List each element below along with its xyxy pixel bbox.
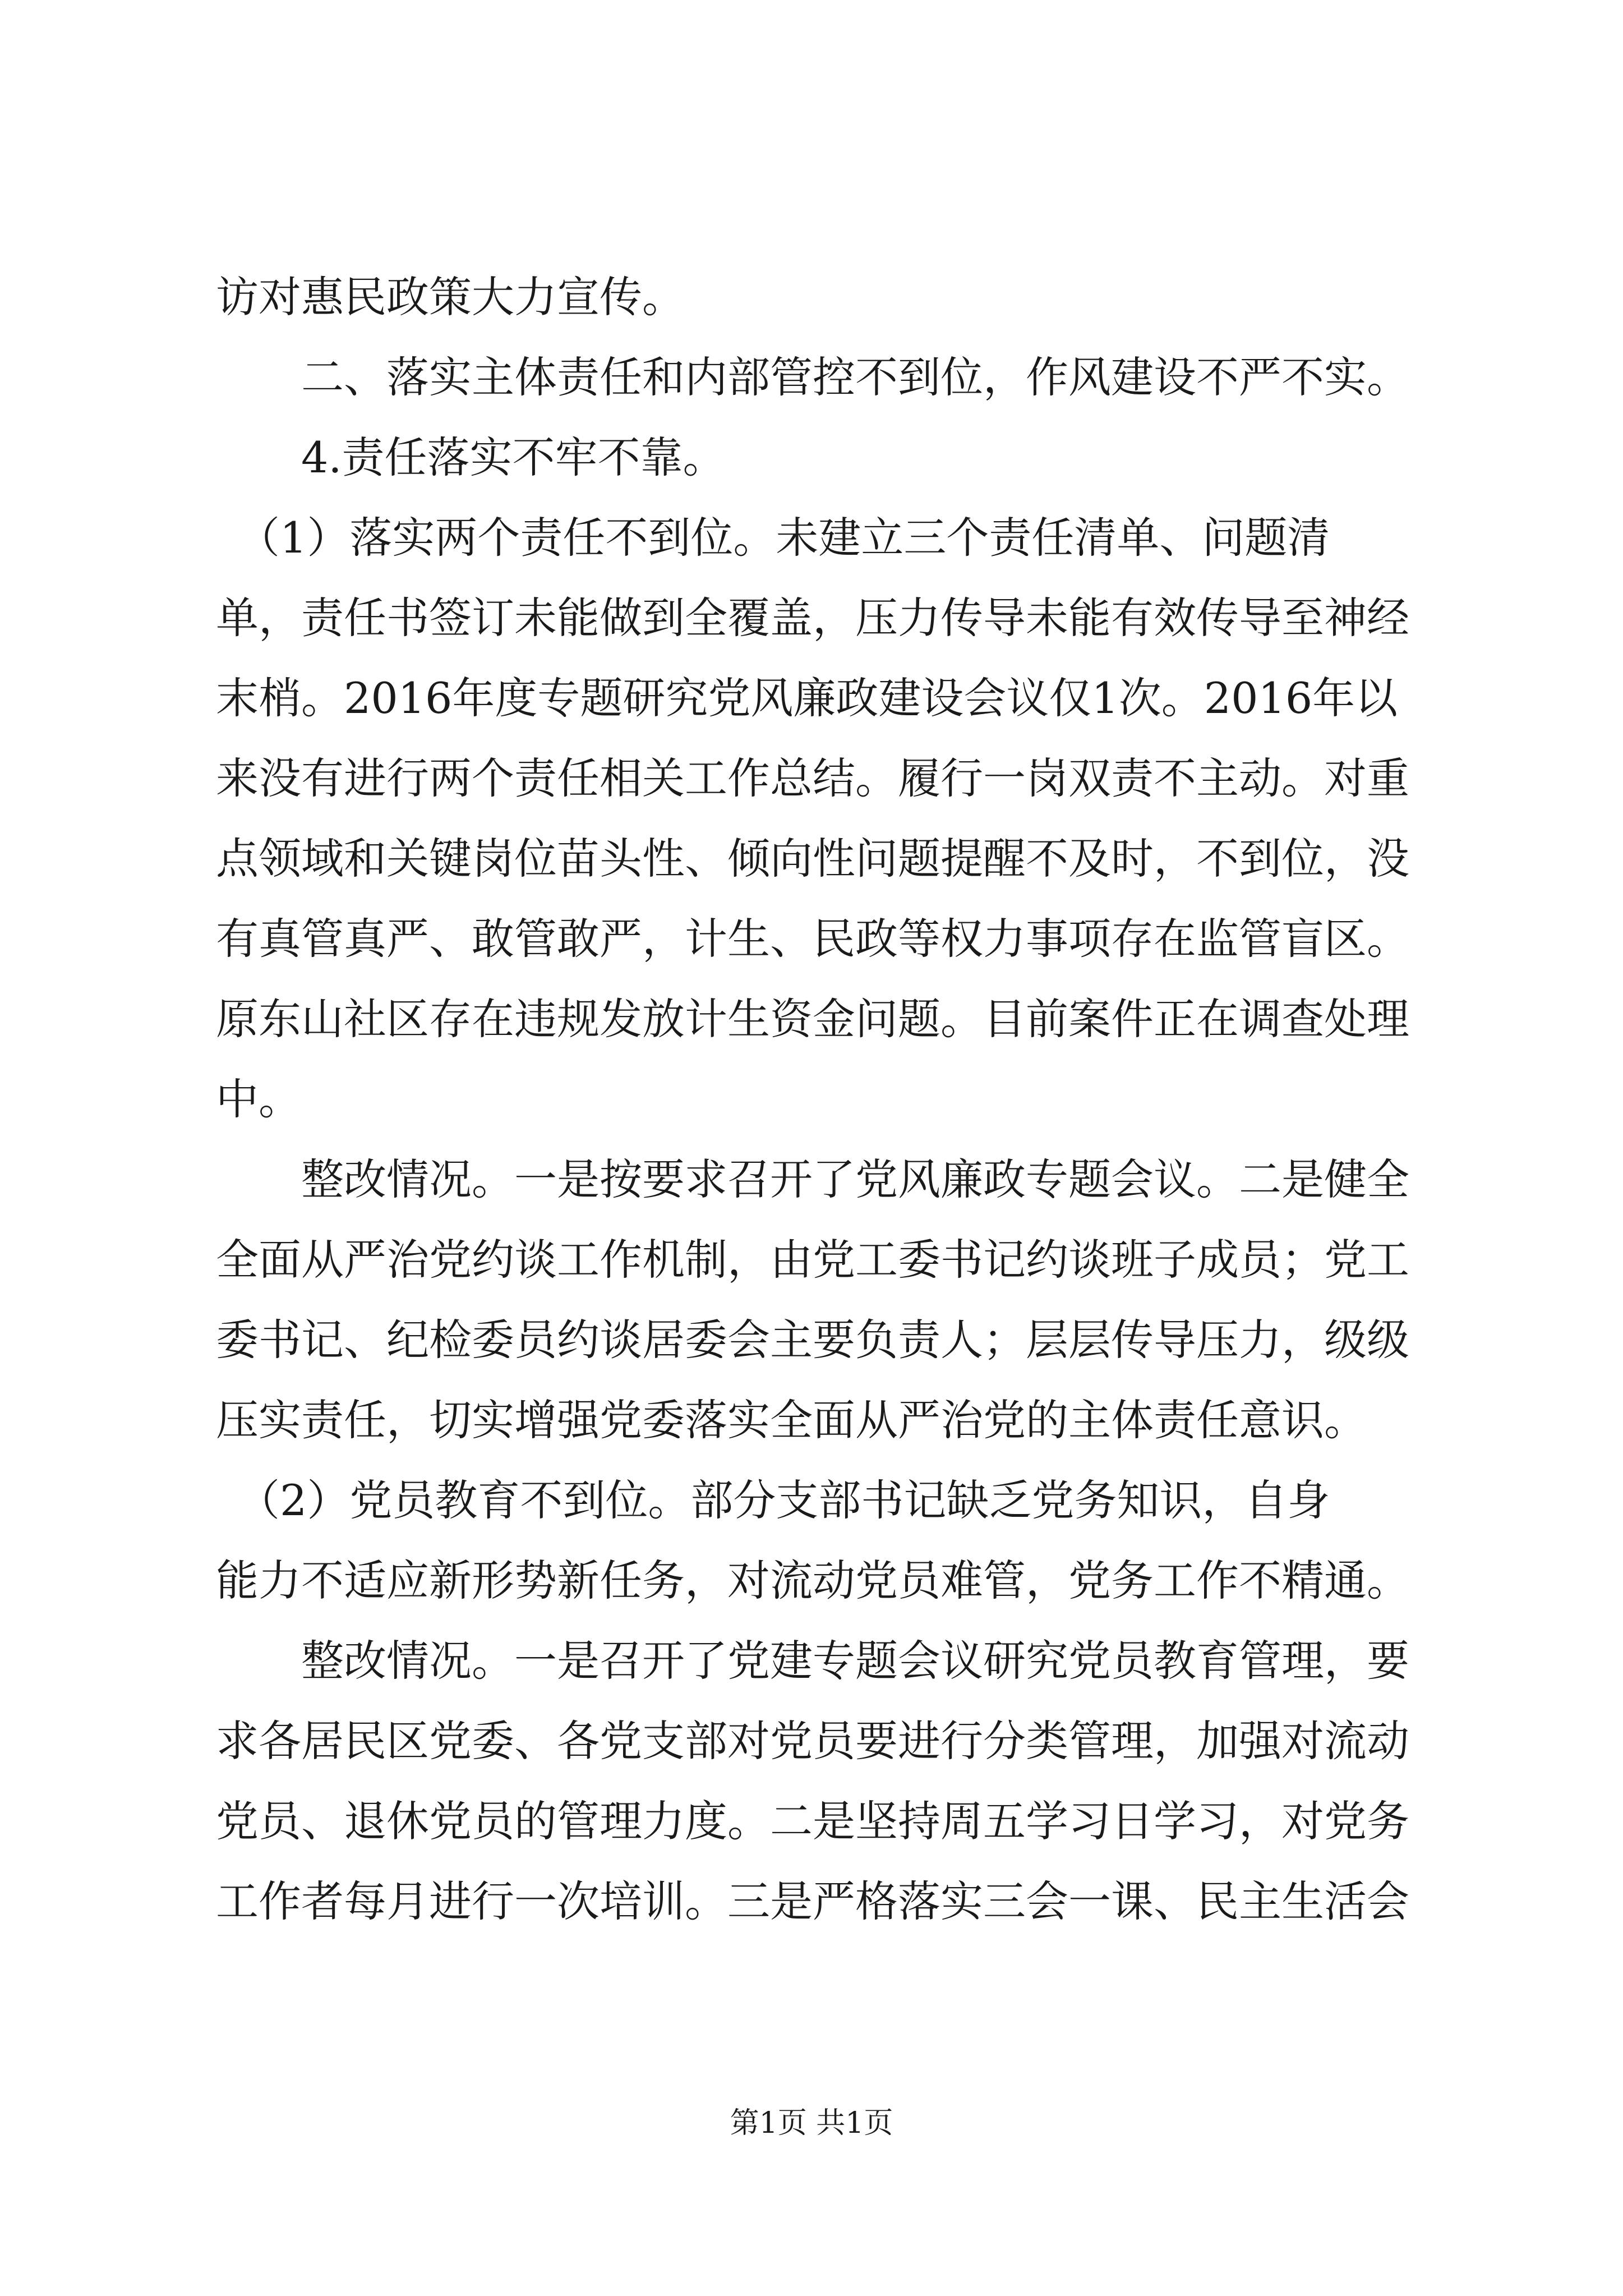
- text-line: 工作者每月进行一次培训。三是严格落实三会一课、民主生活会: [216, 1876, 1409, 1926]
- text-line: 党员、退休党员的管理力度。二是坚持周五学习日学习，对党务: [216, 1796, 1409, 1846]
- text-line: 访对惠民政策大力宣传。: [216, 272, 685, 322]
- text-line: 委书记、纪检委员约谈居委会主要负责人；层层传导压力，级级: [216, 1315, 1409, 1365]
- text-line: 末梢。2016年度专题研究党风廉政建设会议仅1次。2016年以: [216, 673, 1398, 723]
- text-line: 能力不适应新形势新任务，对流动党员难管，党务工作不精通。: [216, 1556, 1409, 1605]
- text-line: 求各居民区党委、各党支部对党员要进行分类管理，加强对流动: [216, 1716, 1409, 1766]
- text-line: 来没有进行两个责任相关工作总结。履行一岗双责不主动。对重: [216, 753, 1409, 803]
- text-line: 整改情况。一是召开了党建专题会议研究党员教育管理，要: [216, 1636, 1409, 1686]
- section-heading: 二、落实主体责任和内部管控不到位，作风建设不严不实。: [216, 352, 1409, 402]
- text-line: 整改情况。一是按要求召开了党风廉政专题会议。二是健全: [216, 1154, 1409, 1204]
- text-line: 单，责任书签订未能做到全覆盖，压力传导未能有效传导至神经: [216, 593, 1409, 643]
- text-line: 有真管真严、敢管敢严，计生、民政等权力事项存在监管盲区。: [216, 914, 1409, 964]
- text-line: （2）党员教育不到位。部分支部书记缺乏党务知识，自身: [216, 1475, 1330, 1525]
- text-line: 压实责任，切实增强党委落实全面从严治党的主体责任意识。: [216, 1395, 1367, 1445]
- page-footer: 第1页 共1页: [730, 2106, 893, 2140]
- text-line: 原东山社区存在违规发放计生资金问题。目前案件正在调查处理: [216, 994, 1409, 1044]
- text-line: 点领域和关键岗位苗头性、倾向性问题提醒不及时，不到位，没: [216, 834, 1409, 884]
- text-line: 全面从严治党约谈工作机制，由党工委书记约谈班子成员；党工: [216, 1235, 1409, 1285]
- document-body: [216, 257, 1416, 1941]
- subsection-heading: 4.责任落实不牢不靠。: [216, 432, 726, 482]
- text-line: （1）落实两个责任不到位。未建立三个责任清单、问题清: [216, 513, 1330, 563]
- text-line: 中。: [216, 1074, 301, 1124]
